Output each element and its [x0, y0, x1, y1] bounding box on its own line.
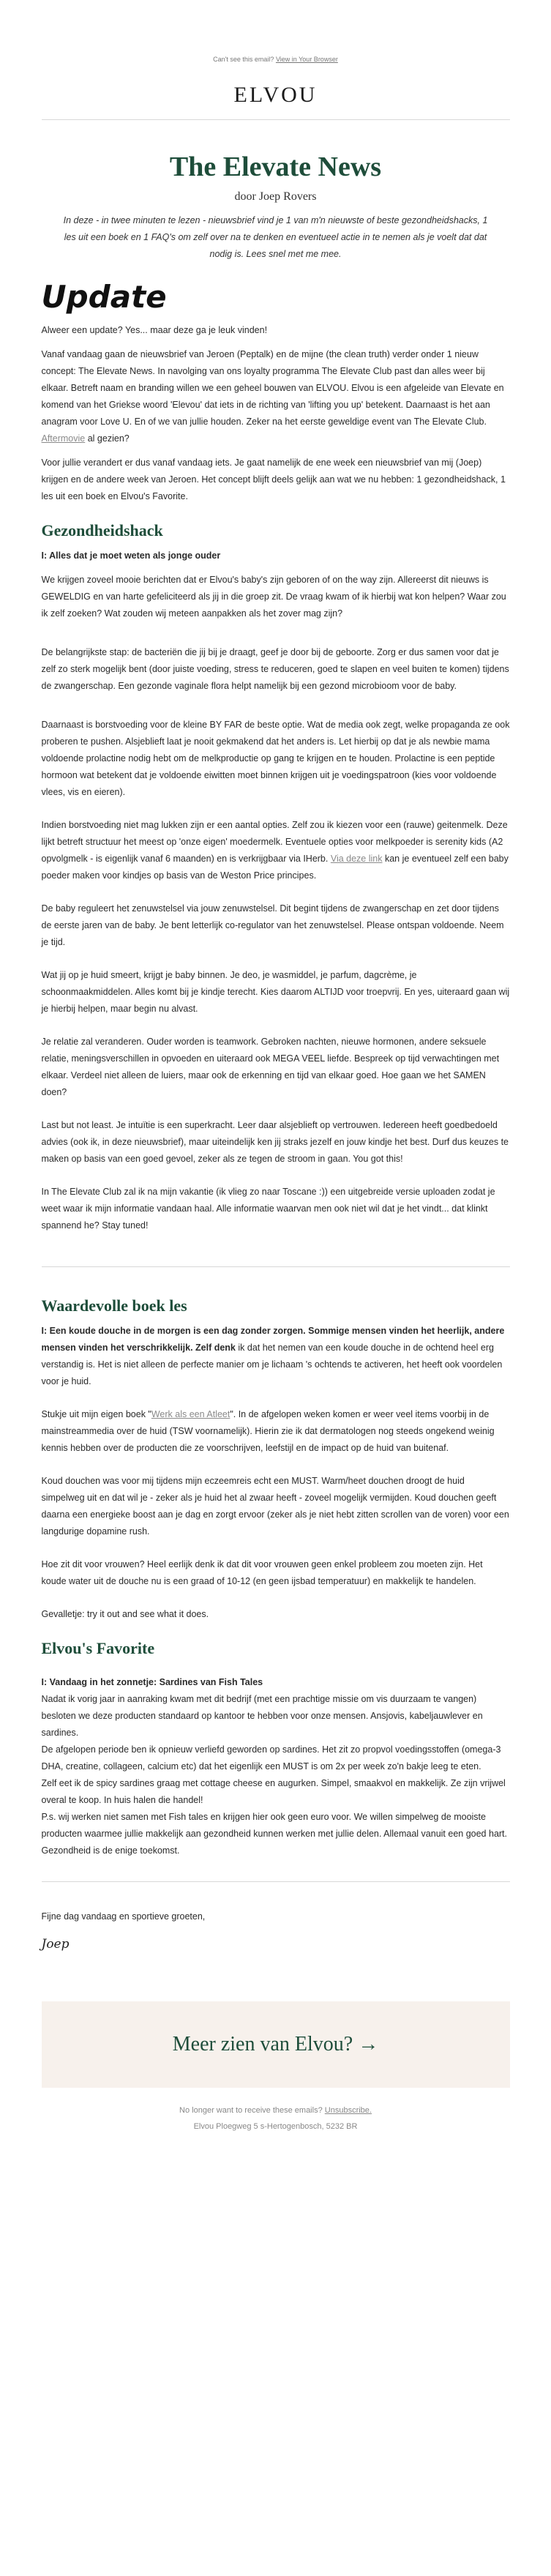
- favorite-subheading: I: Vandaag in het zonnetje: Sardines van Fish Tales: [41, 1677, 263, 1687]
- divider: [42, 119, 510, 120]
- favorite-line: P.s. wij werken niet samen met Fish tales en krijgen hier ook geen euro voor. We willen simpelweg de mooiste producten waarmee jullie makkelijk aan gezondheid kunnen werken met jullie delen. Allemaal vanuit een goed hart. Gezondheid is de enige toekomst.: [41, 1812, 507, 1856]
- book-subheading: I: Een koude douche in de morgen is een dag zonder zorgen. Sommige mensen vinden het heerlijk, andere mensen vinden het verschrikkelijk. Zelf denk ik dat het nemen van een koude douche in de ochtend heel erg verstandig is. Het is niet alleen de perfecte manier om je lichaam 's ochtends te activeren, het heeft ook voordelen voor je huid.: [41, 1326, 505, 1386]
- book-heading: Waardevolle boek les: [41, 1296, 187, 1315]
- favorite-line: Zelf eet ik de spicy sardines graag met cottage cheese en augurken. Simpel, smaakvol en makkelijk. Ze zijn vrijwel overal te koop. In huis halen die handel!: [41, 1778, 506, 1805]
- newsletter-title: The Elevate News: [169, 152, 382, 182]
- preheader: [42, 0, 510, 68]
- book-link[interactable]: Werk als een Atleet: [151, 1409, 230, 1419]
- unsubscribe-line: No longer want to receive these emails? Unsubscribe.: [179, 2106, 372, 2115]
- email-column: [42, 0, 510, 2135]
- book-paragraph: Hoe zit dit voor vrouwen? Heel eerlijk denk ik dat dit voor vrouwen geen enkel probleem zou moeten zijn. Het koude water uit de douche nu is een graad of 10-12 (en geen ijsbad temperatuur) en makkelijk te handelen.: [41, 1559, 483, 1586]
- hack-paragraph: Daarnaast is borstvoeding voor de kleine BY FAR de beste optie. Wat de media ook zegt, welke propaganda ze ook proberen te pushen. Alsjeblieft laat je nooit gekmakend dat het anders is. Let hierbij op dat je als newbie mama voldoende prolactine nodig hebt om de melkproductie op gang te krijgen en te houden. Prolactine is een peptide hormoon wat betekent dat je voldoende eiwitten moet binnen krijgen uit je voedingspatroon (kies voor voldoende vlees, vis en eieren).: [41, 720, 510, 797]
- unsubscribe-link[interactable]: Unsubscribe.: [324, 2106, 372, 2115]
- cta-label[interactable]: Meer zien van Elvou? →: [172, 2033, 379, 2056]
- hack-paragraph: Je relatie zal veranderen. Ouder worden is teamwork. Gebroken nachten, nieuwe hormonen, andere seksuele relatie, meningsverschillen in opvoeden en uiteraard ook MEGA VEEL liefde. Bespreek op tijd verwachtingen met elkaar. Verdeel niet alleen de luiers, maar ook de erkenning en tijd van elkaar goed. Hoe gaan we het SAMEN doen?: [41, 1037, 500, 1097]
- update-paragraph: Voor jullie verandert er dus vanaf vandaag iets. Je gaat namelijk de ene week een nieuwsbrief van mij (Joep) krijgen en de andere week van Jeroen. Het concept blijft deels gelijk aan wat we nu hebben: 1 gezondheidshack, 1 les uit een boek en Elvou's Favorite.: [41, 458, 506, 501]
- hack-paragraph: Wat jij op je huid smeert, krijgt je baby binnen. Je deo, je wasmiddel, je parfum, dagcrème, je schoonmaakmiddelen. Alles komt bij je kindje terecht. Kies daarom ALTIJD voor troepvrij. En yes, uiteraard gaan wij je hierbij helpen, maar begin nu alvast.: [41, 970, 510, 1014]
- baby-powder-link[interactable]: Via deze link: [330, 854, 383, 864]
- closing-greeting: Fijne dag vandaag en sportieve groeten,: [41, 1911, 206, 1922]
- book-paragraph: Koud douchen was voor mij tijdens mijn eczeemreis echt een MUST. Warm/heet douchen droogt de huid simpelweg uit en dat wil je - zeker als je huid het al zwaar heeft - zoveel mogelijk vermijden. Koud douchen geeft daarna een energieke boost aan je dag en zorgt ervoor (zeker als je niet hebt zitten scrollen van de voren) voor een langdurige dopamine rush.: [41, 1476, 509, 1537]
- favorite-heading: Elvou's Favorite: [41, 1639, 155, 1657]
- hack-heading: Gezondheidshack: [41, 521, 163, 540]
- more-elvou-button[interactable]: [42, 2001, 510, 2088]
- hack-subheading: I: Alles dat je moet weten als jonge ouder: [41, 550, 221, 561]
- book-paragraph: Stukje uit mijn eigen boek "Werk als een Atleet". In de afgelopen weken komen er weer veel items voorbij in de mainstreammedia over de huid (TSW voornamelijk). Hierin zie ik dat dermatologen nog steeds ongekend weinig kennis hebben over de producten die ze voorschrijven, leefstijl en de impact op de huid van buitenaf.: [41, 1409, 495, 1453]
- intro-text: In deze - in twee minuten te lezen - nieuwsbrief vind je 1 van m'n nieuwste of beste gezondheidshacks, 1 les uit een boek en 1 FAQ's om zelf over na te denken en eventueel actie in te nemen als je voelt dat dat nodig is. Lees snel met me mee.: [63, 215, 488, 259]
- hack-paragraph: Indien borstvoeding niet mag lukken zijn er een aantal opties. Zelf zou ik kiezen voor een (rauwe) geitenmelk. Deze lijkt betreft structuur het meest op 'onze eigen' moedermelk. Eventuele opties voor melkpoeder is serenity kids (A2 opvolgmelk - is eigenlijk vanaf 6 maanden) en is verkrijgbaar via IHerb. Via deze link kan je eventueel zelf een baby poeder maken voor kindjes op basis van de Weston Price principes.: [41, 820, 509, 881]
- book-paragraph: Gevalletje: try it out and see what it does.: [41, 1609, 209, 1619]
- favorite-line: De afgelopen periode ben ik opnieuw verliefd geworden op sardines. Het zit zo propvol voedingsstoffen (omega-3 DHA, creatine, collageen, calcium etc) dat het eigenlijk een MUST is om 2x per week zo'n bakje leeg te eten.: [41, 1744, 501, 1772]
- divider: [42, 1266, 510, 1267]
- hack-paragraph: In The Elevate Club zal ik na mijn vakantie (ik vlieg zo naar Toscane :)) een uitgebreide versie uploaden zodat je weet waar ik mijn informatie vandaan haal. Alle informatie waarvan men ook niet wil dat je het vindt... dat klinkt spannend he? Stay tuned!: [41, 1187, 495, 1231]
- footer: [42, 2102, 510, 2135]
- hack-paragraph: De baby reguleert het zenuwstelsel via jouw zenuwstelsel. Dit begint tijdens de zwangerschap en zet door tijdens de eerste jaren van de baby. Je bent letterlijk co-regulator van het zenuwstelsel. Please ontspan voldoende. Neem je tijd.: [41, 903, 504, 947]
- brand-logo[interactable]: ELVOU: [233, 83, 318, 107]
- favorite-line: Nadat ik vorig jaar in aanraking kwam met dit bedrijf (met een prachtige missie om vis duurzaam te vangen) besloten we deze producten standaard op kantoor te hebben voor onze mensen. Ansjovis, kabeljauwlever en sardines.: [41, 1694, 483, 1738]
- cant-see-text: Can't see this email?: [213, 56, 274, 63]
- update-heading: Update: [41, 279, 167, 315]
- hack-paragraph: De belangrijkste stap: de bacteriën die jij bij je draagt, geef je door bij de geboorte. Zorg er dus samen voor dat je zelf zo sterk mogelijk bent (door juiste voeding, stress te reduceren, goed te slapen en veel buiten te komen) tijdens de zwangerschap. Een gezonde vaginale flora helpt namelijk bij een gezond microbioom voor de baby.: [41, 647, 509, 691]
- update-paragraph: Alweer een update? Yes... maar deze ga je leuk vinden!: [41, 325, 268, 335]
- hack-paragraph: We krijgen zoveel mooie berichten dat er Elvou's baby's zijn geboren of on the way zijn. Allereerst dit nieuws is GEWELDIG en van harte gefeliciteerd als jij in die groep zit. De vraag kwam of ik hierbij wat kon helpen? Waar zou ik zelf zoeken? Wat zouden wij meteen aanpakken als het zover mag zijn?: [41, 575, 506, 619]
- signature: Joep: [41, 1937, 70, 1952]
- byline: door Joep Rovers: [234, 190, 317, 203]
- update-paragraph: Vanaf vandaag gaan de nieuwsbrief van Jeroen (Peptalk) en de mijne (the clean truth) verder onder 1 nieuw concept: The Elevate News. In navolging van ons loyalty programma The Elevate Club past dan alles weer bij elkaar. Betreft naam en branding willen we een geheel bouwen van ELVOU. Elvou is een afgeleide van Elevate en komend van het Griekse woord 'Elevou' dat iets in de richting van 'lifting you up' betekent. Daarnaast is het aan anagram voor Love U. En of we van jullie houden. Zeker na het eerste geweldige event van The Elevate Club. Aftermovie al gezien?: [41, 349, 504, 444]
- divider: [42, 1881, 510, 1882]
- view-in-browser-link[interactable]: View in Your Browser: [275, 56, 338, 63]
- footer-address: Elvou Ploegweg 5 s-Hertogenbosch, 5232 BR: [193, 2122, 358, 2131]
- aftermovie-link[interactable]: Aftermovie: [41, 433, 86, 444]
- hack-paragraph: Last but not least. Je intuïtie is een superkracht. Leer daar alsjeblieft op vertrouwen. Iedereen heeft goedbedoeld advies (ook ik, in deze nieuwsbrief), maar uiteindelijk ken jij straks jezelf en jouw kindje het best. Durf dus keuzes te maken op basis van een goed gevoel, zeker als ze tegen de stroom in gaan. You got this!: [41, 1120, 509, 1164]
